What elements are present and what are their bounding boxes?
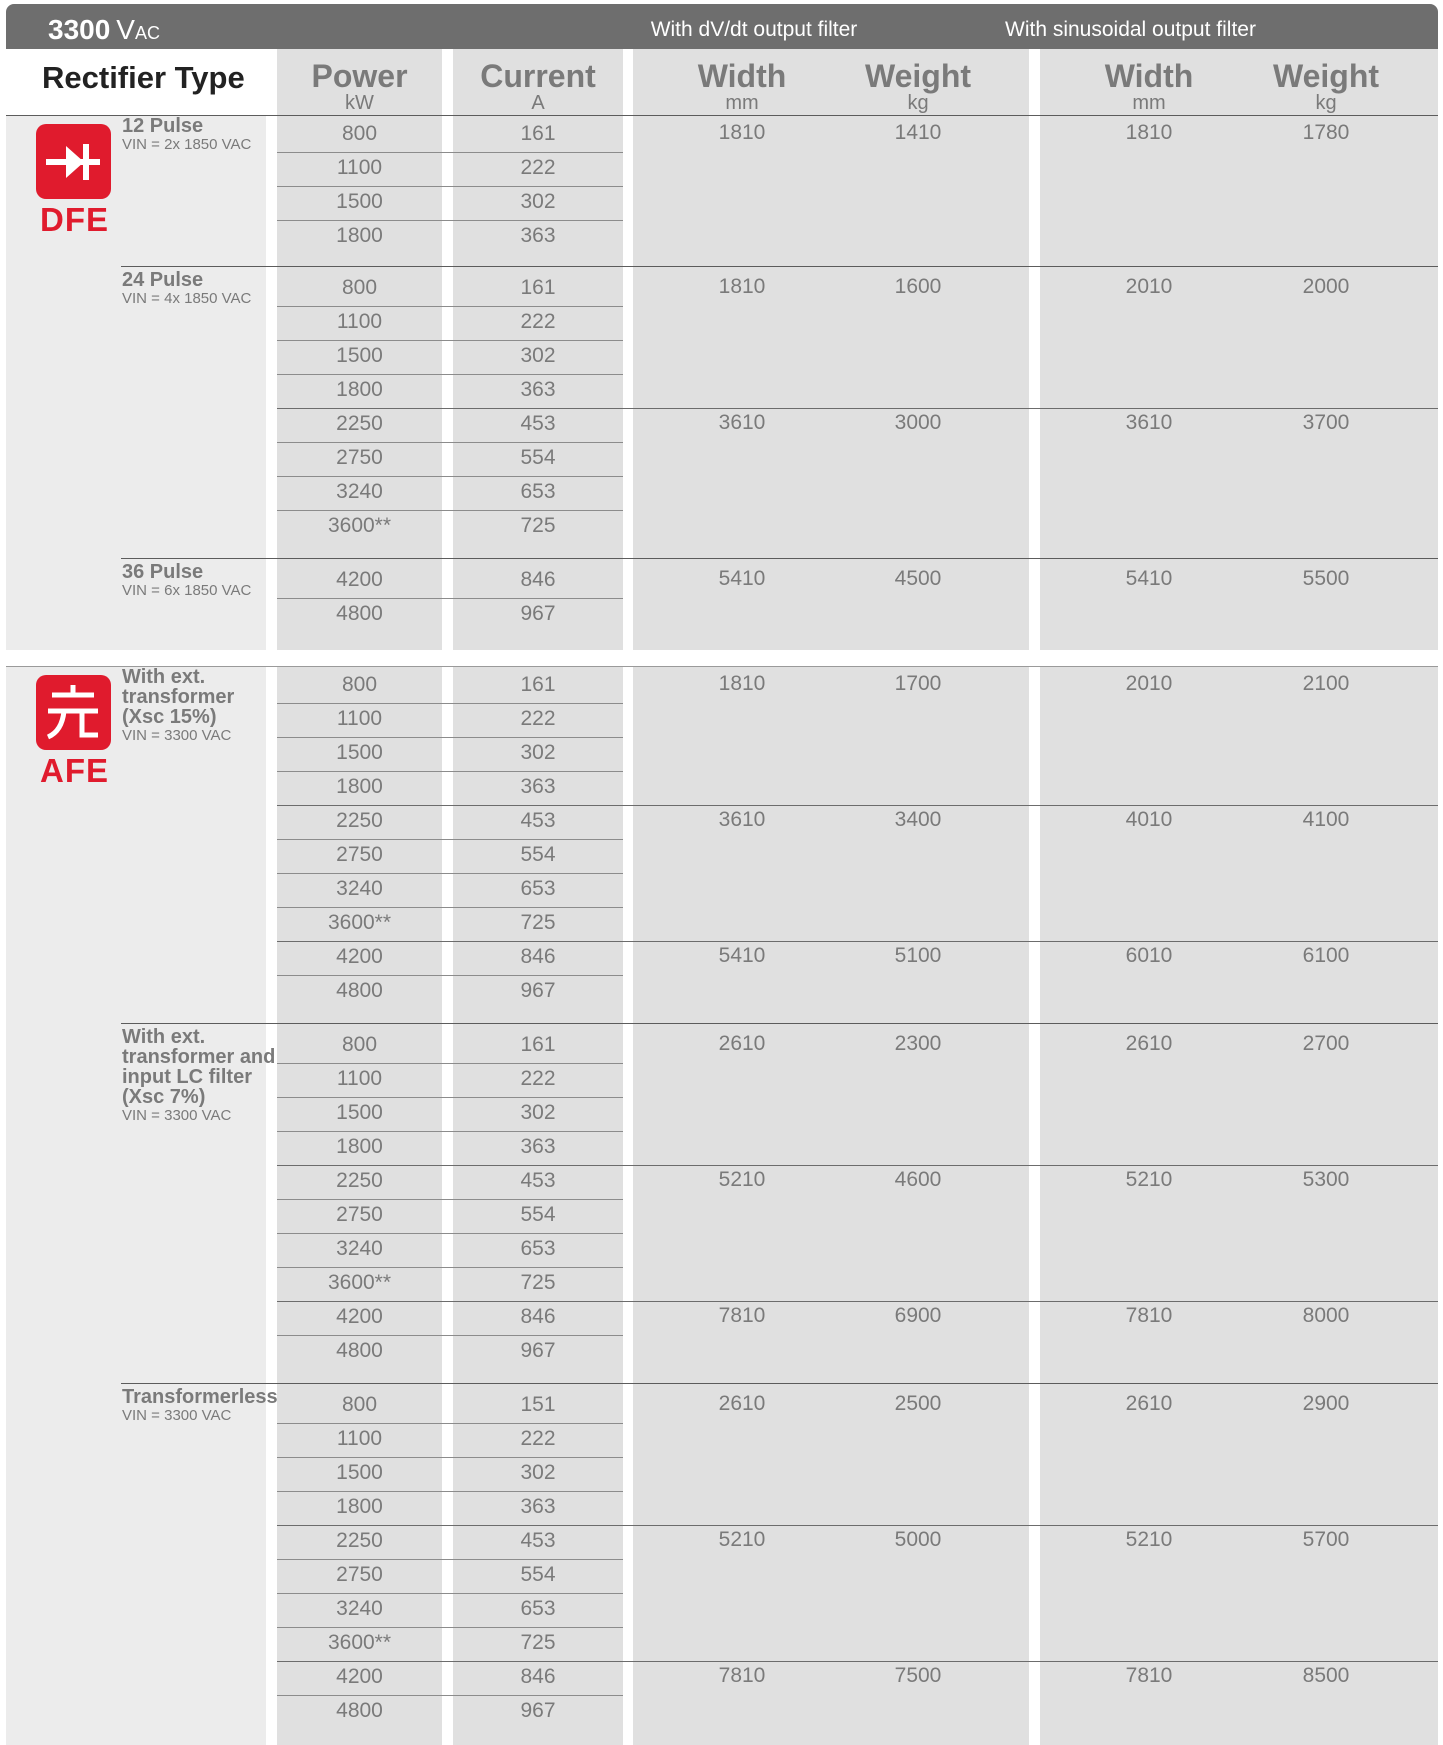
power-cell: 800 xyxy=(341,673,378,696)
label-column-bg-afe xyxy=(6,667,266,1745)
row-divider xyxy=(277,598,623,599)
section-title-line: input LC filter xyxy=(122,1066,252,1088)
current-cell: 161 xyxy=(520,673,556,696)
sin-width-cell: 2610 xyxy=(1125,1032,1173,1055)
power-cell: 1800 xyxy=(336,1135,383,1158)
current-cell: 725 xyxy=(520,1271,556,1294)
sin-weight-cell: 4100 xyxy=(1302,808,1350,831)
diode-icon xyxy=(36,124,111,199)
current-cell: 653 xyxy=(520,1597,556,1620)
sin-width-cell: 5410 xyxy=(1125,567,1173,590)
group-divider xyxy=(277,1661,1438,1662)
power-cell: 2750 xyxy=(336,446,383,469)
group-divider xyxy=(277,408,1438,409)
group-divider xyxy=(277,1525,1438,1526)
dvdt-weight-cell: 7500 xyxy=(894,1664,942,1687)
section-title-line: Transformerless xyxy=(122,1386,278,1408)
section-label xyxy=(122,667,234,745)
dvdt-width-cell: 5210 xyxy=(718,1168,766,1191)
row-divider xyxy=(277,873,623,874)
section-divider xyxy=(121,266,1438,267)
power-cell: 3240 xyxy=(336,1597,383,1620)
dvdt-weight-cell: 2500 xyxy=(894,1392,942,1415)
power-cell: 1500 xyxy=(336,1101,383,1124)
sin-weight-cell: 2900 xyxy=(1302,1392,1350,1415)
power-cell: 1500 xyxy=(336,1461,383,1484)
dvdt-width-cell: 3610 xyxy=(718,808,766,831)
section-divider xyxy=(121,558,1438,559)
group-divider xyxy=(277,805,1438,806)
power-cell: 3240 xyxy=(336,1237,383,1260)
dvdt-weight-cell: 5000 xyxy=(894,1528,942,1551)
row-divider xyxy=(277,703,623,704)
row-divider xyxy=(277,476,623,477)
power-cell: 800 xyxy=(341,1393,378,1416)
current-cell: 846 xyxy=(520,1665,556,1688)
current-cell: 453 xyxy=(520,1529,556,1552)
section-vin: VIN = 3300 VAC xyxy=(122,1107,232,1124)
current-cell: 363 xyxy=(520,224,556,247)
afe-logo-text: AFE xyxy=(40,752,109,789)
current-cell: 653 xyxy=(520,480,556,503)
sin-weight-cell: 2700 xyxy=(1302,1032,1350,1055)
current-cell: 725 xyxy=(520,514,556,537)
section-vin: VIN = 3300 VAC xyxy=(122,1407,232,1424)
sin-weight-cell: 5300 xyxy=(1302,1168,1350,1191)
dvdt-width-cell: 5210 xyxy=(718,1528,766,1551)
power-cell: 4800 xyxy=(336,602,383,625)
section-vin: VIN = 2x 1850 VAC xyxy=(122,136,252,153)
power-cell: 4200 xyxy=(336,1665,383,1688)
row-divider xyxy=(277,1233,623,1234)
current-cell: 161 xyxy=(520,276,556,299)
section-title-line: transformer xyxy=(122,686,235,708)
dvdt-weight-cell: 6900 xyxy=(894,1304,942,1327)
current-cell: 363 xyxy=(520,1495,556,1518)
current-cell: 363 xyxy=(520,1135,556,1158)
current-cell: 554 xyxy=(520,1203,556,1226)
dvdt-weight-cell: 5100 xyxy=(894,944,942,967)
sin-weight-cell: 5700 xyxy=(1302,1528,1350,1551)
section-title-line: (Xsc 15%) xyxy=(122,706,217,728)
sin-width-cell: 3610 xyxy=(1125,411,1173,434)
power-cell: 1500 xyxy=(336,741,383,764)
power-cell: 1100 xyxy=(336,1067,383,1090)
dfe-logo-text: DFE xyxy=(40,201,109,238)
dvdt-width-cell: 1810 xyxy=(718,672,766,695)
section-vin: VIN = 3300 VAC xyxy=(122,727,232,744)
current-cell: 846 xyxy=(520,568,556,591)
dvdt-weight-cell: 1600 xyxy=(894,275,942,298)
dvdt-weight-cell: 2300 xyxy=(894,1032,942,1055)
sin-width-cell: 5210 xyxy=(1125,1168,1173,1191)
sin-width-cell: 2010 xyxy=(1125,275,1173,298)
rectifier-type-header: Rectifier Type xyxy=(42,60,245,95)
section-vin: VIN = 4x 1850 VAC xyxy=(122,290,252,307)
dvdt-width-cell: 2610 xyxy=(718,1032,766,1055)
sin-width-cell: 7810 xyxy=(1125,1304,1173,1327)
row-divider xyxy=(277,1695,623,1696)
power-cell: 3600** xyxy=(327,1271,392,1294)
section-divider xyxy=(121,1023,1438,1024)
row-divider xyxy=(277,1559,623,1560)
power-cell: 1100 xyxy=(336,1427,383,1450)
current-cell: 222 xyxy=(520,707,556,730)
power-cell: 4200 xyxy=(336,568,383,591)
row-divider xyxy=(277,1335,623,1336)
current-cell: 302 xyxy=(520,190,556,213)
row-divider xyxy=(277,1423,623,1424)
sin-weight-cell: 8000 xyxy=(1302,1304,1350,1327)
power-cell: 4800 xyxy=(336,1699,383,1722)
power-cell: 1100 xyxy=(336,310,383,333)
row-divider xyxy=(277,1593,623,1594)
row-divider xyxy=(277,907,623,908)
row-divider xyxy=(277,374,623,375)
sin-weight-cell: 8500 xyxy=(1302,1664,1350,1687)
dvdt-weight-cell: 4600 xyxy=(894,1168,942,1191)
current-cell: 222 xyxy=(520,1427,556,1450)
group-header-dvdt: With dV/dt output filter xyxy=(650,18,858,41)
igbt-bridge-icon xyxy=(36,675,111,750)
power-cell: 2750 xyxy=(336,1563,383,1586)
power-cell: 800 xyxy=(341,122,378,145)
current-cell: 302 xyxy=(520,1101,556,1124)
voltage-title: 3300 VAC xyxy=(48,14,160,45)
sin-width-cell: 1810 xyxy=(1125,121,1173,144)
row-divider xyxy=(277,1457,623,1458)
sin-weight-cell: 1780 xyxy=(1302,121,1350,144)
row-divider xyxy=(277,1627,623,1628)
current-cell: 151 xyxy=(520,1393,556,1416)
current-cell: 725 xyxy=(520,1631,556,1654)
sin-width-cell: 7810 xyxy=(1125,1664,1173,1687)
current-cell: 846 xyxy=(520,945,556,968)
power-cell: 3240 xyxy=(336,877,383,900)
current-cell: 846 xyxy=(520,1305,556,1328)
current-cell: 363 xyxy=(520,775,556,798)
power-cell: 2750 xyxy=(336,843,383,866)
section-label xyxy=(122,1387,278,1425)
current-cell: 453 xyxy=(520,1169,556,1192)
section-label xyxy=(122,270,251,308)
current-cell: 453 xyxy=(520,412,556,435)
row-divider xyxy=(277,152,623,153)
row-divider xyxy=(277,306,623,307)
section-title-line: (Xsc 7%) xyxy=(122,1086,206,1108)
power-cell: 800 xyxy=(341,276,378,299)
current-cell: 453 xyxy=(520,809,556,832)
power-cell: 1100 xyxy=(336,156,383,179)
current-cell: 222 xyxy=(520,1067,556,1090)
power-cell: 1500 xyxy=(336,190,383,213)
power-cell: 2250 xyxy=(336,1169,383,1192)
power-cell: 3240 xyxy=(336,480,383,503)
sin-weight-cell: 6100 xyxy=(1302,944,1350,967)
section-title-line: With ext. xyxy=(122,1026,206,1048)
row-divider xyxy=(277,442,623,443)
current-cell: 302 xyxy=(520,1461,556,1484)
sin-weight-cell: 5500 xyxy=(1302,567,1350,590)
group-header-sinusoidal: With sinusoidal output filter xyxy=(1005,18,1256,41)
row-divider xyxy=(277,220,623,221)
dvdt-width-header: Width mm xyxy=(697,58,787,114)
section-divider xyxy=(121,1383,1438,1384)
power-cell: 2250 xyxy=(336,809,383,832)
current-cell: 554 xyxy=(520,446,556,469)
sin-width-cell: 6010 xyxy=(1125,944,1173,967)
row-divider xyxy=(277,1267,623,1268)
power-cell: 1100 xyxy=(336,707,383,730)
section-label xyxy=(122,562,251,600)
power-cell: 1800 xyxy=(336,224,383,247)
dvdt-weight-cell: 3400 xyxy=(894,808,942,831)
section-label xyxy=(122,1027,275,1125)
dvdt-width-cell: 2610 xyxy=(718,1392,766,1415)
dvdt-width-cell: 7810 xyxy=(718,1304,766,1327)
sin-weight-cell: 2000 xyxy=(1302,275,1350,298)
power-column-header: Power kW xyxy=(311,58,408,114)
sin-weight-header: Weight kg xyxy=(1272,58,1380,114)
row-divider xyxy=(277,1131,623,1132)
group-divider xyxy=(277,1165,1438,1166)
power-cell: 4800 xyxy=(336,1339,383,1362)
power-cell: 1500 xyxy=(336,344,383,367)
section-label xyxy=(122,116,251,154)
current-cell: 967 xyxy=(520,979,556,1002)
top-bar xyxy=(6,4,1438,49)
current-cell: 653 xyxy=(520,877,556,900)
dvdt-width-cell: 1810 xyxy=(718,275,766,298)
dvdt-weight-cell: 1700 xyxy=(894,672,942,695)
power-cell: 4200 xyxy=(336,1305,383,1328)
power-cell: 1800 xyxy=(336,1495,383,1518)
current-cell: 554 xyxy=(520,1563,556,1586)
row-divider xyxy=(277,1097,623,1098)
dvdt-weight-header: Weight kg xyxy=(864,58,972,114)
power-cell: 3600** xyxy=(327,1631,392,1654)
sin-width-cell: 2010 xyxy=(1125,672,1173,695)
section-vin: VIN = 6x 1850 VAC xyxy=(122,582,252,599)
row-divider xyxy=(277,1063,623,1064)
current-cell: 725 xyxy=(520,911,556,934)
power-cell: 2250 xyxy=(336,412,383,435)
dvdt-width-cell: 7810 xyxy=(718,1664,766,1687)
group-divider xyxy=(277,941,1438,942)
current-cell: 302 xyxy=(520,741,556,764)
dvdt-weight-cell: 1410 xyxy=(894,121,942,144)
power-cell: 4200 xyxy=(336,945,383,968)
section-title-line: 24 Pulse xyxy=(122,269,204,291)
row-divider xyxy=(277,1199,623,1200)
current-cell: 967 xyxy=(520,1699,556,1722)
dvdt-width-cell: 1810 xyxy=(718,121,766,144)
dvdt-weight-cell: 4500 xyxy=(894,567,942,590)
current-cell: 161 xyxy=(520,1033,556,1056)
section-title-line: With ext. xyxy=(122,666,206,688)
power-cell: 800 xyxy=(341,1033,378,1056)
row-divider xyxy=(277,839,623,840)
current-cell: 967 xyxy=(520,602,556,625)
power-cell: 3600** xyxy=(327,911,392,934)
row-divider xyxy=(277,771,623,772)
current-cell: 222 xyxy=(520,156,556,179)
row-divider xyxy=(277,1491,623,1492)
current-column-header: Current A xyxy=(480,58,596,114)
section-title-line: 12 Pulse xyxy=(122,115,204,137)
sin-width-header: Width mm xyxy=(1104,58,1194,114)
current-cell: 653 xyxy=(520,1237,556,1260)
sin-weight-cell: 3700 xyxy=(1302,411,1350,434)
current-cell: 302 xyxy=(520,344,556,367)
row-divider xyxy=(277,340,623,341)
current-cell: 554 xyxy=(520,843,556,866)
row-divider xyxy=(277,975,623,976)
group-divider xyxy=(277,1301,1438,1302)
current-cell: 222 xyxy=(520,310,556,333)
power-cell: 1800 xyxy=(336,775,383,798)
dvdt-width-cell: 3610 xyxy=(718,411,766,434)
dvdt-weight-cell: 3000 xyxy=(894,411,942,434)
sin-width-cell: 2610 xyxy=(1125,1392,1173,1415)
row-divider xyxy=(277,510,623,511)
row-divider xyxy=(277,737,623,738)
current-cell: 967 xyxy=(520,1339,556,1362)
section-title-line: 36 Pulse xyxy=(122,561,204,583)
row-divider xyxy=(277,186,623,187)
sin-weight-cell: 2100 xyxy=(1302,672,1350,695)
power-cell: 4800 xyxy=(336,979,383,1002)
power-cell: 1800 xyxy=(336,378,383,401)
power-cell: 2250 xyxy=(336,1529,383,1552)
sin-width-cell: 5210 xyxy=(1125,1528,1173,1551)
section-title-line: transformer and xyxy=(122,1046,276,1068)
current-cell: 363 xyxy=(520,378,556,401)
sin-width-cell: 4010 xyxy=(1125,808,1173,831)
current-cell: 161 xyxy=(520,122,556,145)
dvdt-width-cell: 5410 xyxy=(718,567,766,590)
dvdt-width-cell: 5410 xyxy=(718,944,766,967)
power-cell: 2750 xyxy=(336,1203,383,1226)
power-cell: 3600** xyxy=(327,514,392,537)
